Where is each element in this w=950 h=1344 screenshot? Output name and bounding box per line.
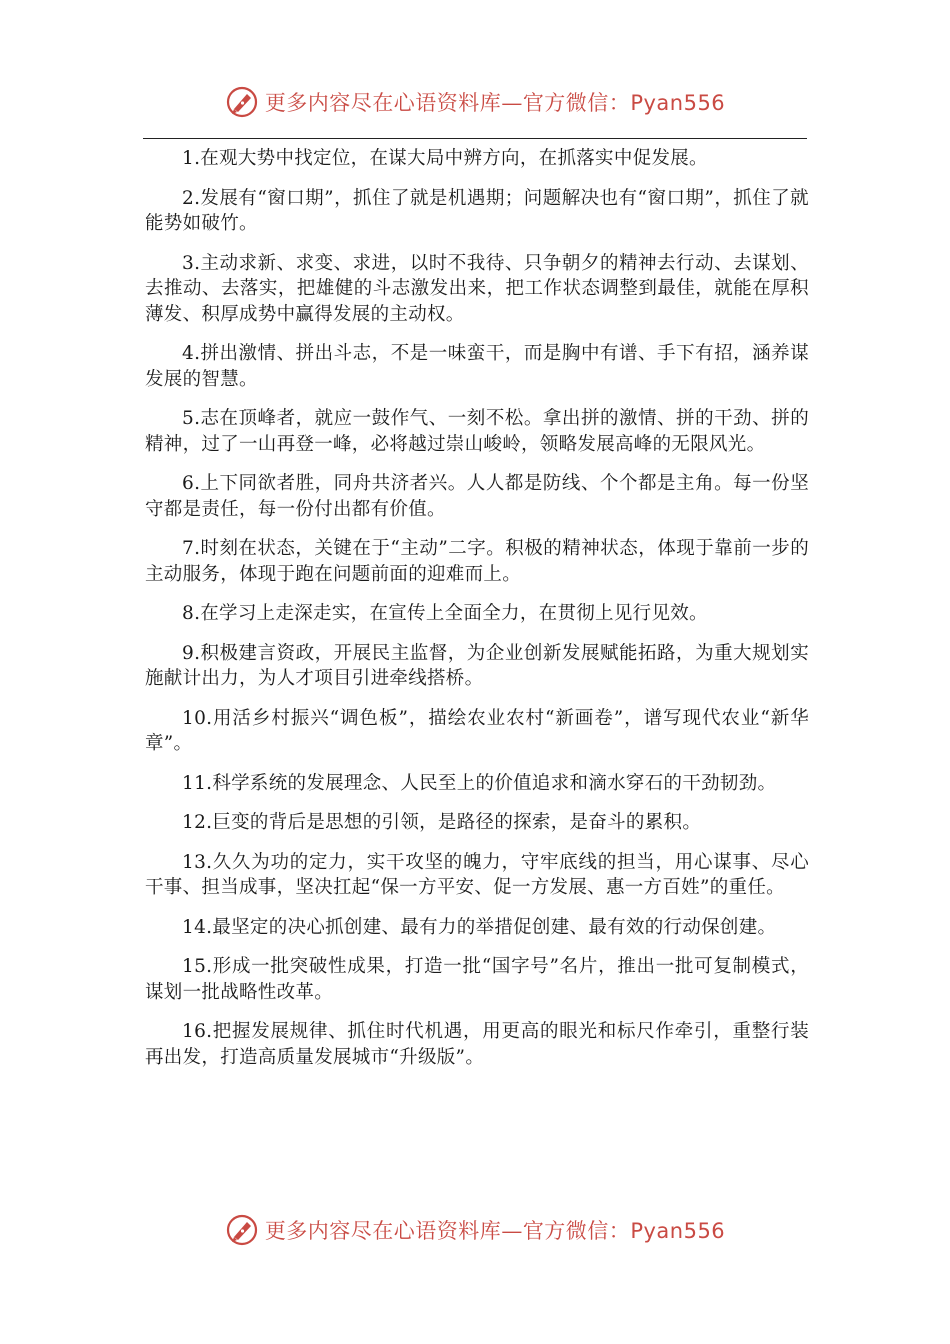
paragraph-10: 10.用活乡村振兴“调色板”，描绘农业农村“新画卷”，谱写现代农业“新华章”。 [145, 707, 809, 754]
header-banner [0, 80, 950, 124]
header-wechat-label: 官方微信： [522, 91, 631, 115]
paragraph-1: 1.在观大势中找定位，在谋大局中辨方向，在抓落实中促发展。 [182, 148, 708, 169]
footer-wechat-label: 官方微信： [522, 1219, 631, 1243]
paragraph-13: 13.久久为功的定力，实干攻坚的魄力，守牢底线的担当，用心谋事、尽心干事、担当成事，坚决扛起“保一方平安、促一方发展、惠一方百姓”的重任。 [145, 851, 809, 898]
header-wechat-id: Pyan556 [630, 91, 726, 115]
paragraph-5: 5.志在顶峰者，就应一鼓作气、一刻不松。拿出拼的激情、拼的干劲、拼的精神，过了一山再登一峰，必将越过崇山峻岭，领略发展高峰的无限风光。 [145, 408, 809, 455]
header-banner-inner [225, 85, 725, 119]
paragraph-16: 16.把握发展规律、抓住时代机遇，用更高的眼光和标尺作牵引，重整行装再出发，打造高质量发展城市“升级版”。 [145, 1021, 809, 1068]
paragraph-3: 3.主动求新、求变、求进，以时不我待、只争朝夕的精神去行动、去谋划、去推动、去落实，把雄健的斗志激发出来，把工作状态调整到最佳，就能在厚积薄发、积厚成势中赢得发展的主动权。 [145, 252, 809, 325]
paragraph-6: 6.上下同欲者胜，同舟共济者兴。人人都是防线、个个都是主角。每一份坚守都是责任，每一份付出都有价值。 [145, 473, 809, 520]
footer-banner-inner [225, 1213, 725, 1247]
paragraph-9: 9.积极建言资政，开展民主监督，为企业创新发展赋能拓路，为重大规划实施献计出力，为人才项目引进牵线搭桥。 [145, 642, 809, 689]
footer-wechat-id: Pyan556 [630, 1219, 726, 1243]
paragraph-15: 15.形成一批突破性成果，打造一批“国字号”名片，推出一批可复制模式，谋划一批战略性改革。 [145, 956, 809, 1003]
header-separator: — [501, 91, 523, 115]
paragraph-7: 7.时刻在状态，关键在于“主动”二字。积极的精神状态，体现于靠前一步的主动服务，体现于跑在问题前面的迎难而上。 [145, 538, 809, 585]
paragraph-8: 8.在学习上走深走实，在宣传上全面全力，在贯彻上见行见效。 [182, 603, 708, 624]
pen-nib-logo-icon [225, 1213, 259, 1247]
paragraph-14: 14.最坚定的决心抓创建、最有力的举措促创建、最有效的行动保创建。 [182, 916, 777, 938]
paragraph-2: 2.发展有“窗口期”，抓住了就是机遇期；问题解决也有“窗口期”，抓住了就能势如破竹。 [145, 187, 809, 234]
header-site-name: 更多内容尽在心语资料库 [264, 91, 502, 115]
footer-banner [0, 1208, 950, 1252]
paragraph-11: 11.科学系统的发展理念、人民至上的价值追求和滴水穿石的干劲韧劲。 [182, 772, 777, 794]
paragraph-12: 12.巨变的背后是思想的引领，是路径的探索，是奋斗的累积。 [182, 812, 702, 833]
header-banner-text [265, 87, 725, 117]
document-body [145, 146, 809, 1084]
footer-separator: — [501, 1219, 523, 1243]
paragraph-4: 4.拼出激情、拼出斗志，不是一味蛮干，而是胸中有谱、手下有招，涵养谋发展的智慧。 [145, 343, 809, 390]
pen-nib-logo-icon [225, 85, 259, 119]
header-divider [143, 138, 807, 139]
footer-banner-text [265, 1215, 725, 1245]
footer-site-name: 更多内容尽在心语资料库 [264, 1219, 502, 1243]
